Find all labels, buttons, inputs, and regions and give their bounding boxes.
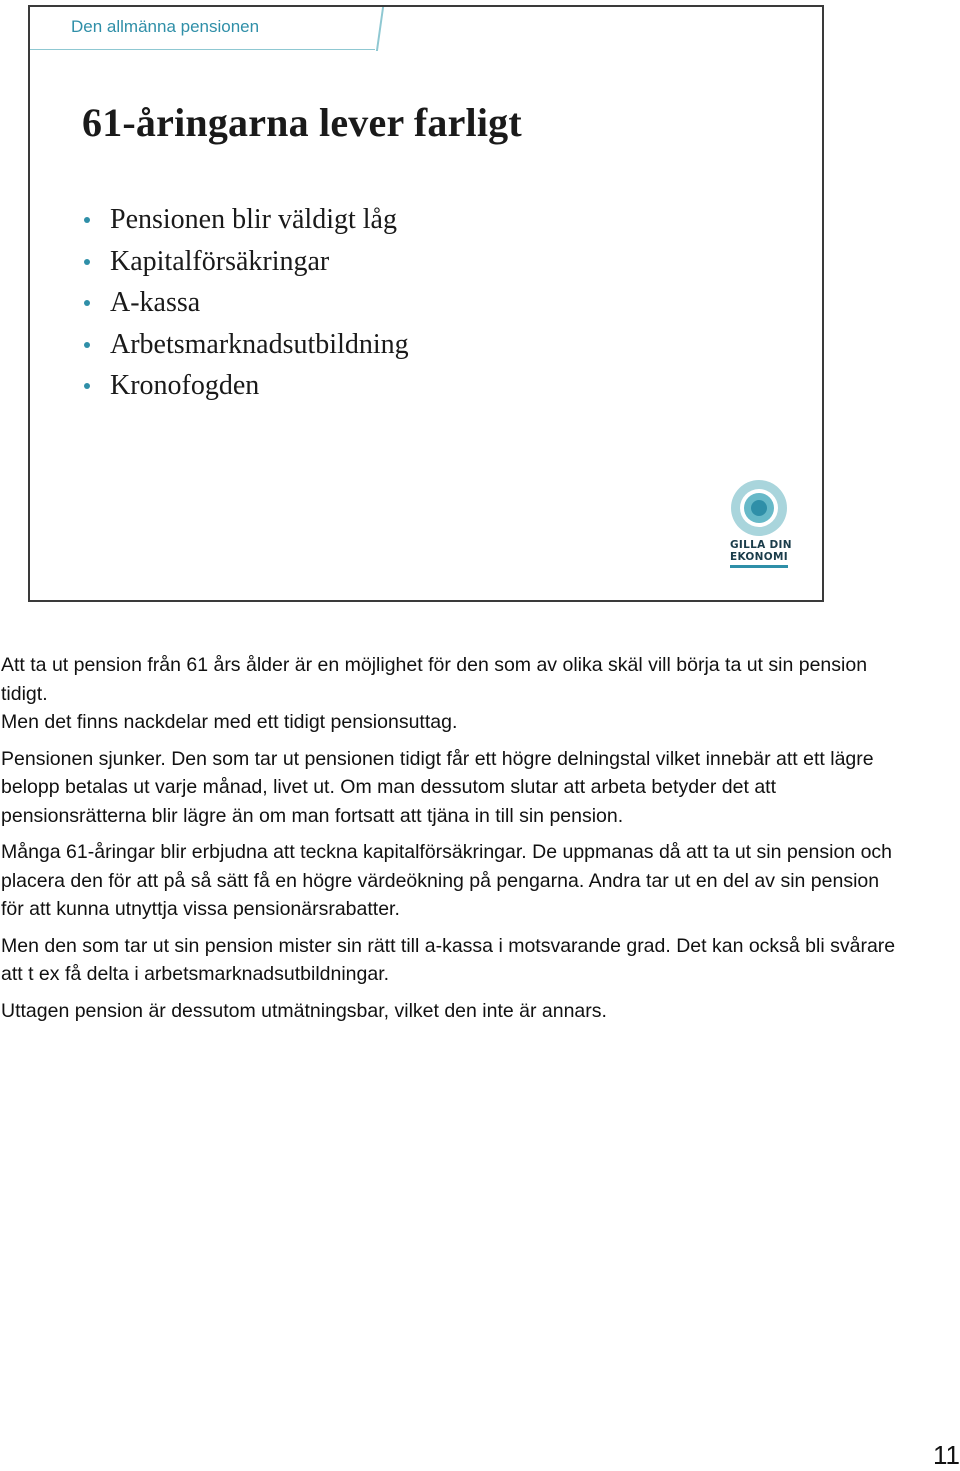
slide-section-label: Den allmänna pensionen	[71, 17, 260, 36]
logo-wordmark	[730, 539, 792, 563]
target-circles-icon	[730, 479, 788, 537]
logo-line-1: GILLA DIN	[730, 539, 792, 551]
bullet-text: A-kassa	[110, 287, 201, 318]
bullet-item	[82, 241, 409, 283]
page-number: 11	[933, 1440, 960, 1470]
notes-paragraph: Många 61-åringar blir erbjudna att teckna kapitalförsäkringar. De uppmanas då att ta ut sin pension och placera den för att på så sätt få en högre värdeökning på pengarna. Andra tar ut en del av sin pension för att kunna utnyttja vissa pensionärsrabatter.	[1, 841, 893, 920]
bullet-dot-icon	[84, 300, 90, 306]
bullet-item	[82, 365, 409, 407]
bullet-text: Kronofogden	[110, 370, 260, 401]
bullet-text: Arbetsmarknadsutbildning	[110, 328, 409, 360]
bullet-text: Kapitalförsäkringar	[110, 245, 330, 277]
slide-frame	[28, 5, 824, 602]
slide-bullet-list	[82, 199, 409, 407]
speaker-notes	[1, 651, 906, 1033]
logo-line-2: EKONOMI	[730, 551, 788, 563]
tab-divider	[376, 7, 384, 51]
notes-paragraph: Att ta ut pension från 61 års ålder är en möjlighet för den som av olika skäl vill börja ta ut sin pension tidigt.	[1, 654, 868, 705]
notes-paragraph: Pensionen sjunker. Den som tar ut pensionen tidigt får ett högre delningstal vilket innebär att ett lägre belopp betalas ut varje månad, livet ut. Om man dessutom slutar att arbeta betyder det att pensionsrätterna blir lägre än om man fortsatt att tjäna in till sin pension.	[1, 747, 874, 827]
notes-paragraph: Men det finns nackdelar med ett tidigt pensionsuttag.	[1, 711, 458, 733]
bullet-dot-icon	[84, 342, 90, 348]
bullet-dot-icon	[84, 259, 90, 265]
bullet-dot-icon	[84, 217, 90, 223]
notes-paragraph: Uttagen pension är dessutom utmätningsbar, vilket den inte är annars.	[1, 999, 607, 1022]
bullet-item	[82, 282, 409, 324]
logo-underline	[730, 565, 788, 568]
bullet-item	[82, 199, 409, 241]
bullet-text: Pensionen blir väldigt låg	[110, 204, 397, 235]
slide-title: 61-åringarna lever farligt	[82, 100, 522, 145]
gilla-din-ekonomi-logo	[730, 479, 792, 571]
notes-paragraph: Men den som tar ut sin pension mister sin rätt till a-kassa i motsvarande grad. Det kan också bli svårare att t ex få delta i arbetsmarknadsutbildningar.	[1, 934, 896, 985]
slide-header-tab	[30, 7, 375, 50]
bullet-dot-icon	[84, 383, 90, 389]
bullet-item	[82, 324, 409, 366]
